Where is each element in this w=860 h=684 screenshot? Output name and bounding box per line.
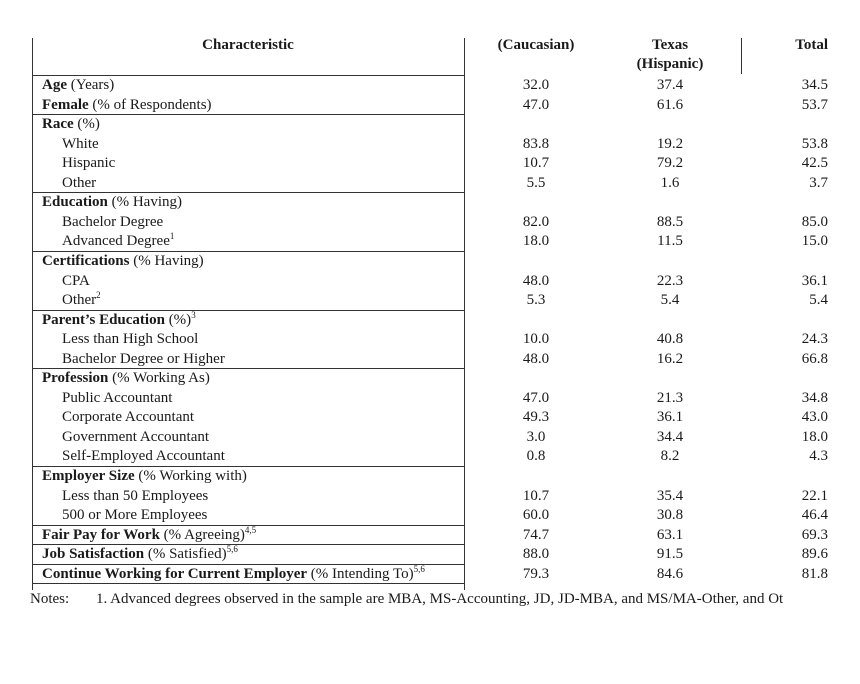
value-cell: 46.4 (801, 507, 828, 524)
header-characteristic: Characteristic (202, 37, 294, 53)
value-cell: 79.2 (656, 155, 684, 172)
value-cell: 69.3 (801, 526, 828, 543)
row-label (62, 154, 115, 173)
row-label (62, 272, 90, 291)
row-label-text: Continue Working for Current Employer (42, 565, 308, 582)
value-cell: 49.3 (522, 409, 550, 426)
value-cell: 11.5 (657, 233, 683, 250)
value-cell: 5.4 (660, 292, 680, 309)
row-label-text: Other (62, 292, 97, 309)
row-label-text: Race (42, 116, 74, 133)
footnote-marker: 5,6 (413, 563, 425, 574)
row-label (42, 565, 425, 584)
row-label-qualifier: (% Satisfied) (144, 546, 227, 563)
row-label-text: Public Accountant (62, 389, 173, 406)
row-label (42, 526, 256, 545)
column-divider-2 (741, 38, 742, 74)
row-label-text: Education (42, 194, 108, 211)
row-label (42, 252, 204, 271)
table-left-border (32, 38, 33, 590)
value-cell: 1.6 (660, 174, 680, 191)
value-cell: 10.0 (522, 331, 550, 348)
row-label-text: Self-Employed Accountant (62, 448, 225, 465)
column-divider-1 (464, 38, 465, 590)
row-label-qualifier: (Years) (67, 77, 115, 93)
row-label (62, 447, 225, 466)
row-label-text: Other (62, 174, 97, 191)
row-label-text: Bachelor Degree (62, 213, 164, 230)
row-label (62, 487, 208, 506)
row-label-text: Certifications (42, 253, 130, 269)
value-cell: 35.4 (656, 487, 684, 504)
value-cell: 30.8 (656, 507, 684, 524)
value-cell: 89.6 (801, 546, 828, 563)
row-label (62, 232, 174, 251)
value-cell: 36.1 (801, 272, 828, 289)
value-cell: 53.8 (801, 135, 828, 152)
header-texas: Texas (651, 37, 689, 53)
row-label (42, 115, 100, 134)
row-label (42, 369, 210, 388)
value-cell: 5.4 (809, 292, 828, 309)
row-label (62, 428, 209, 447)
row-label (62, 350, 225, 369)
value-cell: 16.2 (656, 350, 684, 367)
value-cell: 22.1 (801, 487, 828, 504)
row-label-text: Bachelor Degree or Higher (62, 350, 225, 367)
value-cell: 53.7 (801, 96, 828, 113)
header-texas-sub: (Hispanic) (636, 56, 704, 72)
notes-text: 1. Advanced degrees observed in the sample are MBA, MS-Accounting, JD, JD-MBA, and MS/MA-Other, and Ot (96, 591, 784, 607)
value-cell: 60.0 (522, 507, 550, 524)
row-label-text: Job Satisfaction (42, 546, 145, 563)
row-label (42, 76, 114, 95)
row-label-text: White (62, 135, 99, 152)
value-cell: 81.8 (801, 565, 828, 582)
value-cell: 21.3 (656, 389, 684, 406)
value-cell: 8.2 (660, 448, 680, 465)
value-cell: 0.8 (526, 448, 546, 465)
row-label (62, 135, 99, 154)
row-label-qualifier: (% of Respondents) (88, 96, 212, 113)
row-label-text: Employer Size (42, 468, 135, 484)
header-total: Total (795, 37, 828, 53)
row-label (42, 96, 212, 115)
row-label (62, 213, 163, 232)
table-bottom-rule (32, 583, 465, 584)
row-label-text: Advanced Degree (62, 233, 170, 250)
value-cell: 61.6 (656, 96, 684, 113)
row-label-qualifier: (% Agreeing) (159, 526, 245, 543)
value-cell: 34.8 (801, 389, 828, 406)
value-cell: 84.6 (656, 565, 684, 582)
value-cell: 37.4 (656, 77, 684, 93)
value-cell: 91.5 (656, 546, 684, 563)
value-cell: 88.0 (522, 546, 550, 563)
value-cell: 34.5 (801, 77, 828, 93)
row-label (42, 311, 196, 330)
value-cell: 36.1 (656, 409, 684, 426)
value-cell: 3.0 (526, 428, 546, 445)
footnote-marker: 3 (191, 309, 196, 320)
row-label-text: 500 or More Employees (62, 507, 208, 524)
row-label-qualifier: (% Working As) (108, 370, 210, 387)
row-label (42, 545, 238, 564)
row-label (62, 506, 207, 525)
footnote-marker: 4,5 (244, 524, 257, 535)
footnote-marker: 5,6 (226, 544, 238, 555)
row-label (62, 408, 194, 427)
value-cell: 79.3 (522, 565, 550, 582)
row-label (42, 193, 182, 212)
footnote-marker: 2 (96, 290, 101, 301)
row-label-text: Less than 50 Employees (62, 487, 209, 504)
row-label-text: CPA (62, 272, 90, 289)
row-label-text: Fair Pay for Work (42, 526, 160, 543)
row-label-text: Profession (42, 370, 109, 387)
value-cell: 47.0 (522, 96, 550, 113)
row-label-qualifier: (% Having) (107, 194, 183, 211)
value-cell: 40.8 (656, 331, 684, 348)
value-cell: 74.7 (522, 526, 550, 543)
value-cell: 32.0 (522, 77, 550, 93)
row-label (62, 174, 96, 193)
value-cell: 3.7 (809, 174, 828, 191)
value-cell: 18.0 (522, 233, 550, 250)
row-label-qualifier: (% Intending To) (307, 565, 414, 582)
value-cell: 63.1 (656, 526, 684, 543)
value-cell: 10.7 (522, 487, 550, 504)
value-cell: 19.2 (656, 135, 684, 152)
value-cell: 48.0 (522, 350, 550, 367)
value-cell: 88.5 (656, 213, 684, 230)
value-cell: 82.0 (522, 213, 550, 230)
row-label-text: Age (42, 77, 67, 93)
row-label-text: Less than High School (62, 331, 199, 348)
row-label-text: Parent’s Education (42, 311, 165, 328)
value-cell: 10.7 (522, 155, 550, 172)
value-cell: 18.0 (801, 428, 828, 445)
value-cell: 24.3 (801, 331, 828, 348)
row-label (62, 291, 101, 310)
value-cell: 22.3 (656, 272, 684, 289)
row-label-qualifier: (% Having) (129, 253, 204, 269)
value-cell: 4.3 (809, 448, 828, 465)
row-label (62, 389, 172, 408)
row-label-text: Hispanic (62, 155, 116, 172)
row-label-qualifier: (% Working with) (134, 468, 247, 484)
value-cell: 42.5 (801, 155, 828, 172)
row-label-text: Corporate Accountant (62, 409, 195, 426)
row-label (42, 467, 247, 486)
row-label-text: Female (42, 96, 89, 113)
footnote-marker: 1 (169, 231, 175, 242)
value-cell: 15.0 (801, 233, 828, 250)
value-cell: 43.0 (801, 409, 828, 426)
row-label-qualifier: (%) (73, 116, 100, 133)
value-cell: 47.0 (522, 389, 550, 406)
row-label (62, 330, 198, 349)
notes-label: Notes: (30, 591, 70, 607)
value-cell: 66.8 (801, 350, 828, 367)
value-cell: 83.8 (522, 135, 550, 152)
header-caucasian: (Caucasian) (497, 37, 575, 53)
value-cell: 5.3 (526, 292, 546, 309)
value-cell: 34.4 (656, 428, 684, 445)
value-cell: 85.0 (801, 213, 828, 230)
value-cell: 48.0 (522, 272, 550, 289)
row-label-text: Government Accountant (62, 428, 210, 445)
row-label-qualifier: (%) (164, 311, 192, 328)
value-cell: 5.5 (526, 174, 546, 191)
